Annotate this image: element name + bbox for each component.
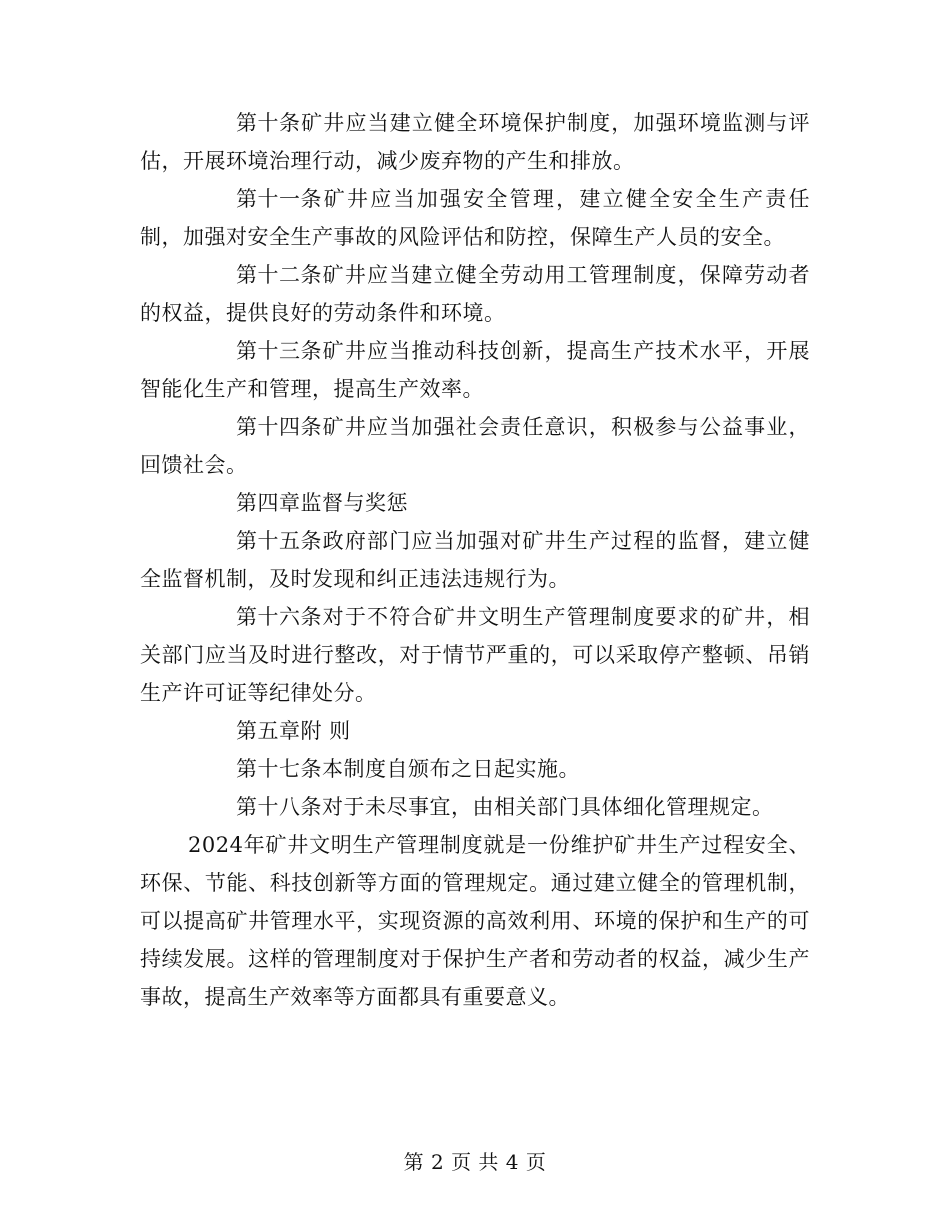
article-text: 政府部门应当加强对矿井生产过程的监督，建立健全监督机制，及时发现和纠正违法违规行为。 xyxy=(140,529,810,591)
article-label: 第十八条 xyxy=(236,795,322,819)
page-footer: 第 2 页 共 4 页 xyxy=(403,1150,547,1174)
article-label: 第十七条 xyxy=(236,757,322,781)
article-text: 矿井应当建立健全劳动用工管理制度，保障劳动者的权益，提供良好的劳动条件和环境。 xyxy=(140,263,810,325)
article-15 xyxy=(140,522,810,598)
article-18 xyxy=(140,788,810,826)
article-label: 第十条 xyxy=(236,111,301,135)
summary-paragraph: 2024年矿井文明生产管理制度就是一份维护矿井生产过程安全、环保、节能、科技创新等方面的管理规定。通过建立健全的管理机制，可以提高矿井管理水平，实现资源的高效利用、环境的保护和生产的可持续发展。这样的管理制度对于保护生产者和劳动者的权益，减少生产事故，提高生产效率等方面都具有重要意义。 xyxy=(140,833,810,1009)
chapter-5-heading xyxy=(140,712,810,750)
chapter-label: 第五章 xyxy=(236,719,301,743)
article-12 xyxy=(140,256,810,332)
article-label: 第十三条 xyxy=(236,339,322,363)
chapter-label: 第四章 xyxy=(236,491,301,515)
article-16 xyxy=(140,598,810,712)
article-label: 第十二条 xyxy=(236,263,322,287)
article-label: 第十一条 xyxy=(236,187,322,211)
article-text: 对于不符合矿井文明生产管理制度要求的矿井，相关部门应当及时进行整改，对于情节严重的，可以采取停产整顿、吊销生产许可证等纪律处分。 xyxy=(140,605,810,705)
article-10 xyxy=(140,104,810,180)
chapter-4-heading xyxy=(140,484,810,522)
article-text: 本制度自颁布之日起实施。 xyxy=(322,757,580,781)
article-label: 第十六条 xyxy=(236,605,322,629)
chapter-title: 附 则 xyxy=(300,719,351,743)
article-text: 矿井应当加强社会责任意识，积极参与公益事业，回馈社会。 xyxy=(140,415,810,477)
article-label: 第十四条 xyxy=(236,415,322,439)
article-text: 矿井应当推动科技创新，提高生产技术水平，开展智能化生产和管理，提高生产效率。 xyxy=(140,339,810,401)
article-13 xyxy=(140,332,810,408)
article-text: 矿井应当加强安全管理，建立健全安全生产责任制，加强对安全生产事故的风险评估和防控，保障生产人员的安全。 xyxy=(140,187,810,249)
chapter-title: 监督与奖惩 xyxy=(300,491,408,515)
article-11 xyxy=(140,180,810,256)
article-text: 矿井应当建立健全环境保护制度，加强环境监测与评估，开展环境治理行动，减少废弃物的产生和排放。 xyxy=(140,111,810,173)
article-text: 对于未尽事宜，由相关部门具体细化管理规定。 xyxy=(322,795,774,819)
article-14 xyxy=(140,408,810,484)
document-body xyxy=(140,104,810,1016)
article-17 xyxy=(140,750,810,788)
article-label: 第十五条 xyxy=(236,529,322,553)
